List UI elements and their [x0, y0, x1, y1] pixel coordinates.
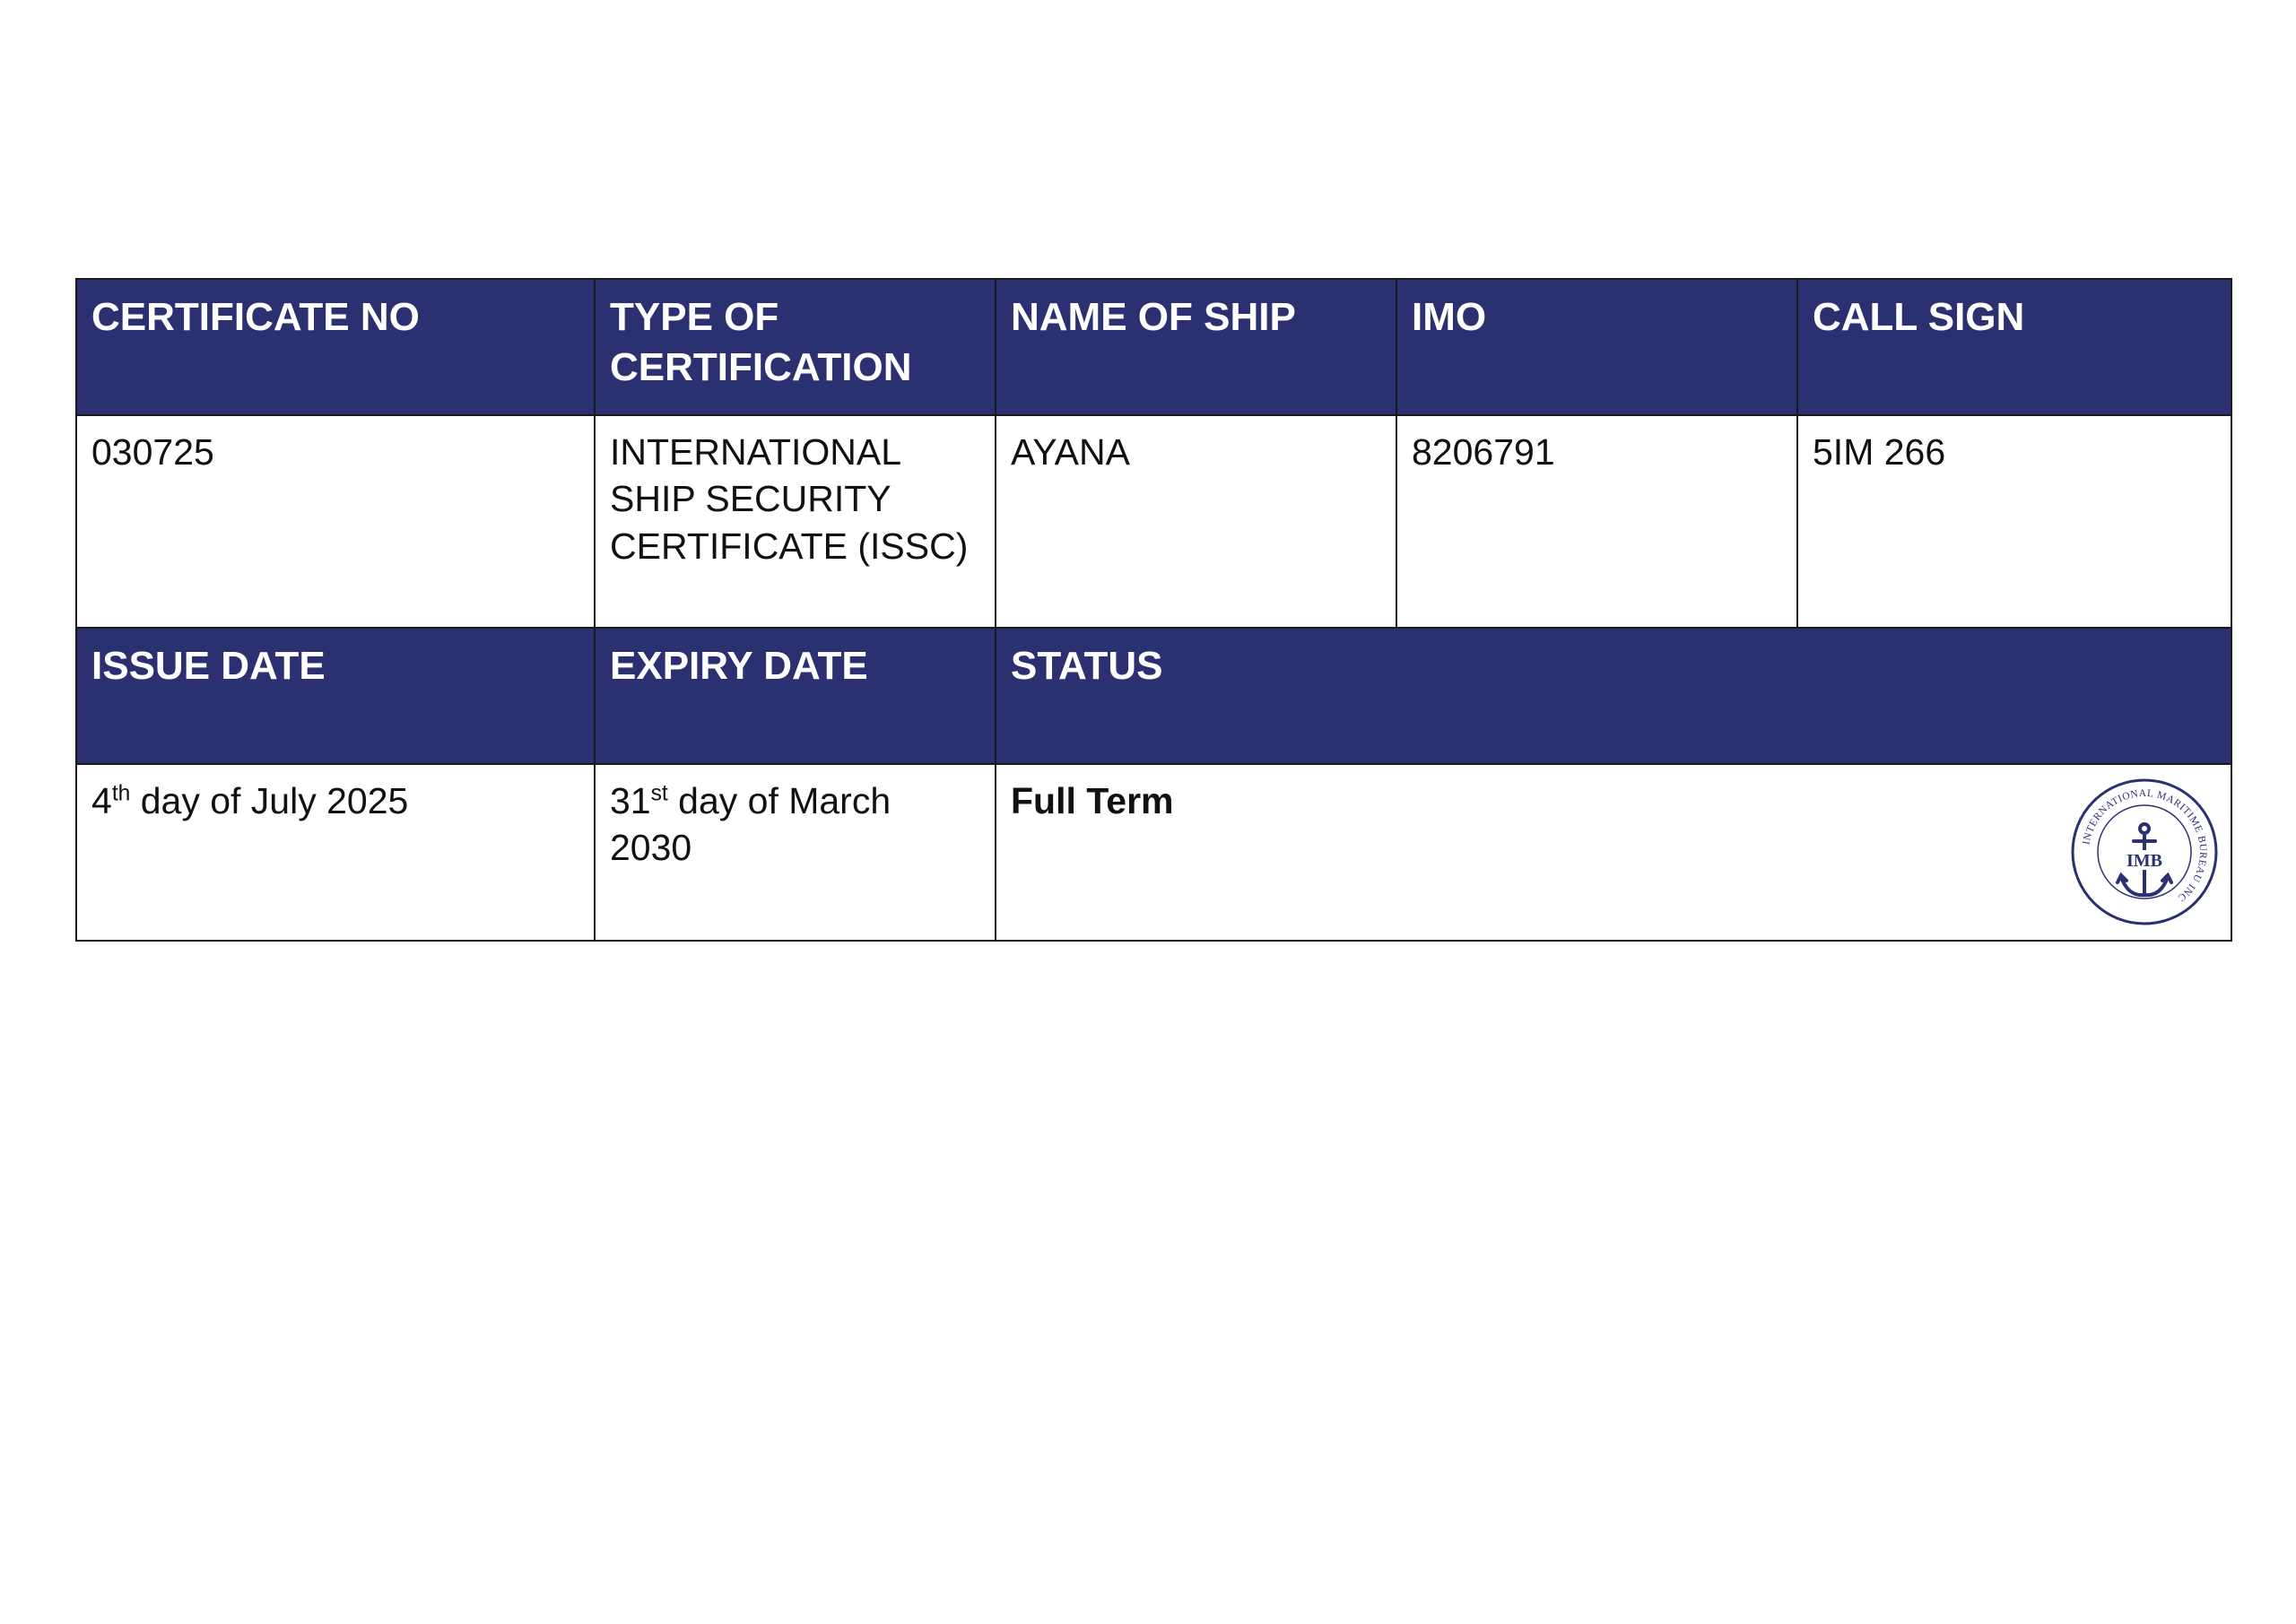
- value-row-secondary: [76, 764, 2231, 941]
- issue-day-suffix: th: [111, 781, 131, 806]
- header-call-sign-label: CALL SIGN: [1813, 295, 2025, 339]
- expiry-day-suffix: st: [650, 781, 668, 806]
- header-type-line2: CERTIFICATION: [610, 345, 912, 390]
- call-sign-text: 5IM 266: [1813, 431, 1946, 473]
- header-status-label: STATUS: [1011, 644, 1163, 688]
- seal-ring-text: INTERNATIONAL MARITIME BUREAU INC: [2081, 787, 2209, 904]
- header-type-line1: TYPE OF: [610, 295, 779, 339]
- ship-name-text: AYANA: [1011, 431, 1130, 473]
- type-line1: INTERNATIONAL: [610, 431, 901, 473]
- value-type-of-certification: [595, 415, 996, 628]
- header-name-of-ship-label: NAME OF SHIP: [1011, 295, 1296, 339]
- type-line2: SHIP SECURITY: [610, 478, 891, 520]
- header-name-of-ship: [996, 279, 1396, 415]
- expiry-day: 31: [610, 780, 651, 821]
- header-imo-label: IMO: [1412, 295, 1487, 339]
- header-certificate-no: [76, 279, 595, 415]
- value-name-of-ship: [996, 415, 1396, 628]
- header-certificate-no-label: CERTIFICATE NO: [91, 295, 420, 339]
- header-imo: [1396, 279, 1797, 415]
- imb-seal-icon: [2069, 777, 2220, 927]
- type-line3: CERTIFICATE (ISSC): [610, 525, 969, 567]
- certificate-table: [75, 278, 2232, 942]
- expiry-rest: day of March: [667, 780, 891, 821]
- seal-center-text: IMB: [2126, 851, 2162, 871]
- value-expiry-date: [595, 764, 996, 941]
- certificate-no-text: 030725: [91, 431, 214, 473]
- value-imo: [1396, 415, 1797, 628]
- issue-day: 4: [91, 780, 112, 821]
- value-status: [996, 764, 2231, 941]
- header-status: [996, 628, 2231, 764]
- header-row-primary: [76, 279, 2231, 415]
- status-text: Full Term: [1011, 780, 1174, 821]
- header-issue-date: [76, 628, 595, 764]
- header-call-sign: [1797, 279, 2231, 415]
- expiry-year: 2030: [610, 827, 692, 869]
- header-issue-date-label: ISSUE DATE: [91, 644, 326, 688]
- header-expiry-date-label: EXPIRY DATE: [610, 644, 868, 688]
- header-expiry-date: [595, 628, 996, 764]
- value-certificate-no: [76, 415, 595, 628]
- value-row-primary: [76, 415, 2231, 628]
- value-issue-date: [76, 764, 595, 941]
- issue-rest: day of July 2025: [130, 780, 409, 821]
- header-type-of-certification: [595, 279, 996, 415]
- value-call-sign: [1797, 415, 2231, 628]
- imo-text: 8206791: [1412, 431, 1555, 473]
- header-row-secondary: [76, 628, 2231, 764]
